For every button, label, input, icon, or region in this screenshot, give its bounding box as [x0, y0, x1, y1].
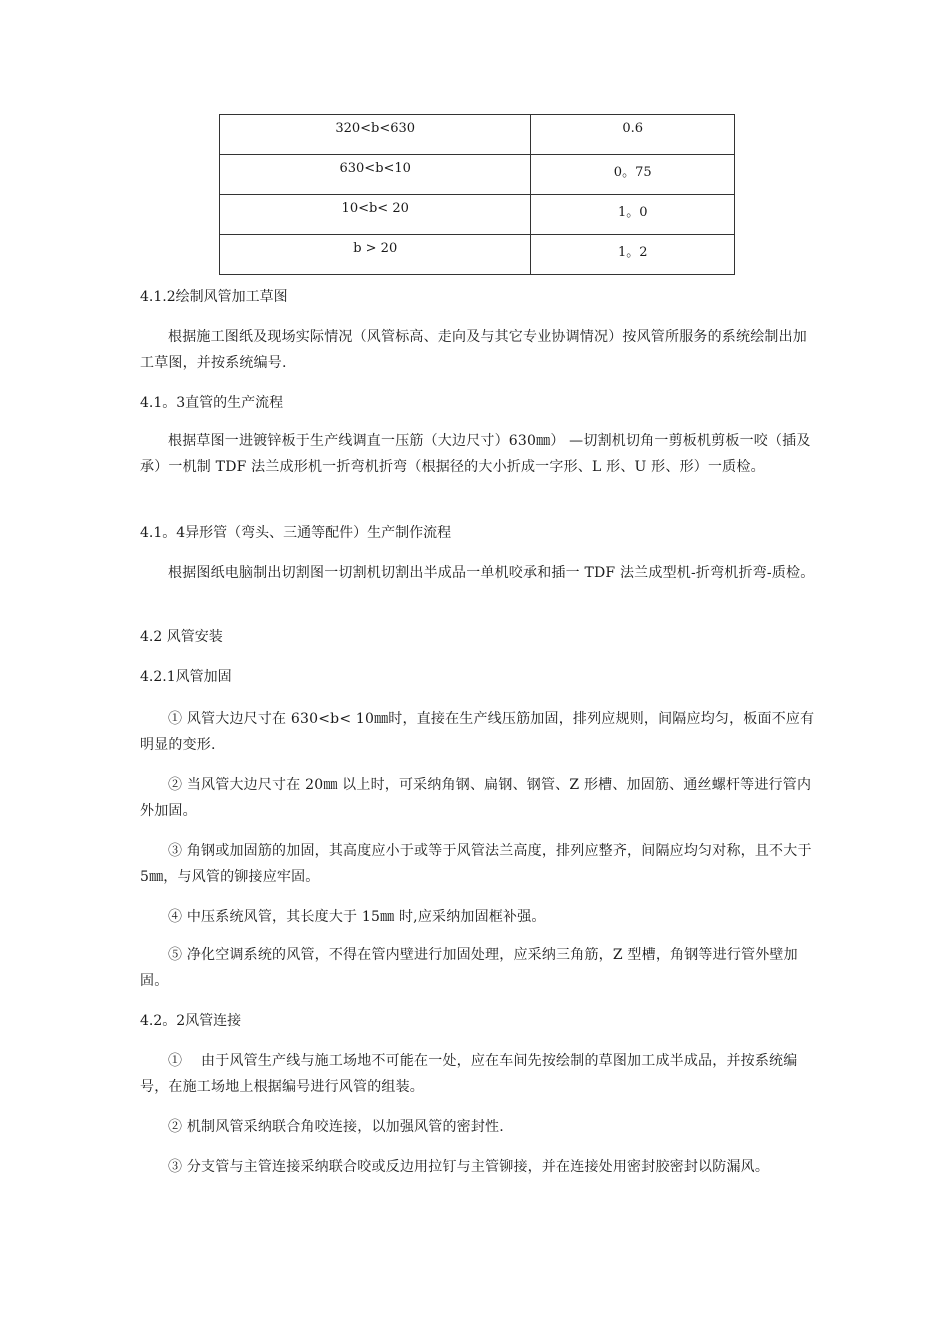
section-heading-4-1-4: 4.1。4异形管（弯头、三通等配件）生产制作流程: [140, 525, 452, 541]
section-heading-4-2-2: 4.2。2风管连接: [140, 1013, 242, 1029]
section-heading-4-2-1: 4.2.1风管加固: [140, 669, 232, 685]
table-cell: 320<b<630: [220, 115, 531, 155]
list-item: ② 当风管大边尺寸在 20㎜ 以上时，可采纳角钢、扁钢、钢管、Z 形槽、加固筋、通丝螺杆等进行管内外加固。: [140, 777, 812, 819]
list-item: ③ 分支管与主管连接采纳联合咬或反边用拉钉与主管铆接，并在连接处用密封胶密封以防漏风。: [168, 1159, 770, 1175]
paragraph-4-1-3: 根据草图一进镀锌板于生产线调直一压筋（大边尺寸）630㎜） —切割机切角一剪板机剪板一咬（插及承）一机制 TDF 法兰成形机一折弯机折弯（根据径的大小折成一字形、L 形、U 形、形）一质检。: [140, 433, 811, 475]
table-row: [220, 155, 735, 195]
section-heading-4-1-3: 4.1。3直管的生产流程: [140, 395, 284, 411]
list-item: ① 风管大边尺寸在 630<b< 10㎜时，直接在生产线压筋加固，排列应规则，间隔应均匀，板面不应有明显的变形.: [140, 711, 815, 753]
thickness-table: [219, 114, 735, 275]
list-item: ② 机制风管采纳联合角咬连接，以加强风管的密封性.: [168, 1119, 504, 1135]
table-cell: 1。0: [531, 195, 735, 235]
section-heading-4-1-2: 4.1.2绘制风管加工草图: [140, 289, 288, 305]
table-row: [220, 115, 735, 155]
table-cell: 0.6: [531, 115, 735, 155]
table-cell: b > 20: [220, 235, 531, 275]
table-cell: 0。75: [531, 155, 735, 195]
list-item: ⑤ 净化空调系统的风管，不得在管内壁进行加固处理，应采纳三角筋，Z 型槽，角钢等进行管外壁加固。: [140, 947, 798, 989]
list-item: ④ 中压系统风管，其长度大于 15㎜ 时,应采纳加固框补强。: [168, 909, 546, 925]
list-item: ① 由于风管生产线与施工场地不可能在一处，应在车间先按绘制的草图加工成半成品，并按系统编号，在施工场地上根据编号进行风管的组装。: [140, 1053, 798, 1095]
list-item: ③ 角钢或加固筋的加固，其高度应小于或等于风管法兰高度，排列应整齐，间隔应均匀对称，且不大于 5㎜，与风管的铆接应牢固。: [140, 843, 812, 885]
section-heading-4-2: 4.2 风管安装: [140, 629, 223, 645]
table-cell: 10<b< 20: [220, 195, 531, 235]
table-cell: 1。2: [531, 235, 735, 275]
paragraph-4-1-2: 根据施工图纸及现场实际情况（风管标高、走向及与其它专业协调情况）按风管所服务的系统绘制出加工草图，并按系统编号.: [140, 329, 807, 371]
table-row: [220, 195, 735, 235]
table-row: [220, 235, 735, 275]
table-cell: 630<b<10: [220, 155, 531, 195]
paragraph-4-1-4: 根据图纸电脑制出切割图一切割机切割出半成品一单机咬承和插一 TDF 法兰成型机-折弯机折弯-质检。: [168, 565, 815, 581]
